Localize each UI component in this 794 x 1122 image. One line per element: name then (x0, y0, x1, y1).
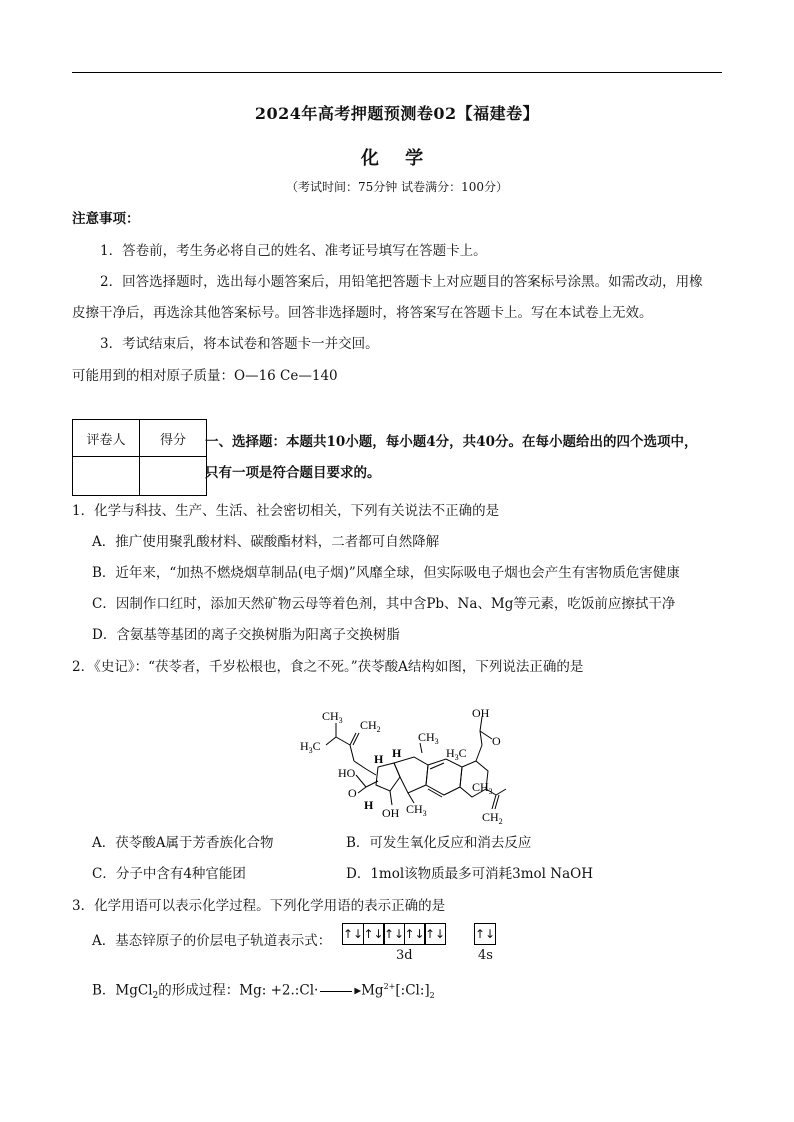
label-h3c-left: $H_3C$ (300, 739, 321, 755)
q3-option-a: A．基态锌原子的价层电子轨道表示式： (92, 933, 332, 949)
label-h-a: H (374, 752, 384, 766)
reviewer-header: 评卷人 (73, 420, 140, 457)
orbital-box-2: ↑↓ (363, 923, 385, 945)
label-h-b: H (364, 798, 374, 812)
q1-stem: 1．化学与科技、生产、生活、社会密切相关，下列有关说法不正确的是 (72, 503, 500, 519)
label-oh-bottom: OH (382, 806, 400, 820)
q3-option-b: B．MgCl$_2$的形成过程：Mg: +2.:Cl· $▸Mg^{2+}[:Cl:]_2$ (92, 982, 435, 1002)
label-h-ring: H (392, 746, 402, 760)
orbital-box-1: ↑↓ (342, 923, 364, 945)
score-cell (140, 457, 207, 496)
q3-stem: 3．化学用语可以表示化学过程。下列化学用语的表示正确的是 (72, 898, 446, 914)
orbital-box-4: ↑↓ (404, 923, 426, 945)
label-3d: 3d (396, 948, 413, 963)
label-o-left: O (348, 786, 357, 800)
orbital-box-5: ↑↓ (424, 923, 446, 945)
orbital-box-4s: ↑↓ (474, 923, 496, 945)
label-ch3-bottom: $CH_3$ (406, 802, 427, 818)
label-h3c-right: $H_3C$ (446, 746, 467, 762)
orbital-4s (474, 923, 495, 945)
subject-title: 化 学 (360, 148, 434, 169)
q1-option-a: A．推广使用聚乳酸材料、碳酸酯材料，二者都可自然降解 (92, 534, 440, 550)
q2-option-a: A．茯苓酸A属于芳香族化合物 (92, 835, 274, 851)
label-ch3-far: $CH_3$ (472, 780, 493, 796)
atomic-mass-note: 可能用到的相对原子质量：O—16 Ce—140 (72, 368, 338, 384)
section-1-heading: 一、选择题：本题共10小题，每小题4分，共40分。在每小题给出的四个选项中， (205, 434, 698, 450)
q1-option-c: C．因制作口红时，添加天然矿物云母等着色剂，其中含Pb、Na、Mg等元素，吃饭前应擦拭干净 (92, 596, 676, 612)
notice-item-1: 1．答卷前，考生务必将自己的姓名、准考证号填写在答题卡上。 (100, 243, 487, 259)
notice-heading: 注意事项： (72, 211, 140, 227)
notice-item-3: 3．考试结束后，将本试卷和答题卡一并交回。 (100, 336, 379, 352)
orbital-3d (342, 923, 445, 945)
section-1-note: 只有一项是符合题目要求的。 (205, 465, 381, 481)
notice-item-2-line-1: 2．回答选择题时，选出每小题答案后，用铅笔把答题卡上对应题目的答案标号涂黑。如需改动，用橡 (100, 274, 703, 290)
q2-option-b: B．可发生氧化反应和消去反应 (346, 835, 532, 851)
reaction-arrow (320, 991, 352, 992)
exam-info: （考试时间：75分钟 试卷满分：100分） (286, 180, 508, 194)
score-header: 得分 (140, 420, 207, 457)
poric-acid-structure (296, 705, 516, 825)
q1-option-d: D．含氨基等基团的离子交换树脂为阳离子交换树脂 (92, 627, 400, 643)
label-oh-top: OH (472, 706, 490, 720)
q2-option-c: C．分子中含有4种官能团 (92, 866, 246, 882)
q2-stem: 2．《史记》：“茯苓者，千岁松根也，食之不死。”茯苓酸A结构如图，下列说法正确的是 (72, 659, 584, 675)
label-ch2-bottom: $CH_2$ (482, 810, 503, 825)
q2-option-d: D．1mol该物质最多可消耗3mol NaOH (346, 866, 593, 882)
orbital-box-3: ↑↓ (383, 923, 405, 945)
reviewer-cell (73, 457, 140, 496)
header-rule (72, 72, 722, 73)
notice-item-2-line-2: 皮擦干净后，再选涂其他答案标号。回答非选择题时，将答案写在答题卡上。写在本试卷上无效。 (72, 305, 653, 321)
label-o-right: O (492, 734, 501, 748)
label-4s: 4s (478, 948, 493, 963)
label-ch3-mid: $CH_3$ (418, 730, 439, 746)
label-ch3-top: $CH_3$ (322, 709, 343, 725)
label-ch2-top: $CH_2$ (360, 718, 381, 734)
score-table (72, 419, 207, 496)
exam-title: 2024年高考押题预测卷02【福建卷】 (254, 104, 540, 123)
q1-option-b: B．近年来，“加热不燃烧烟草制品(电子烟)”风靡全球，但实际吸电子烟也会产生有害物质危害健康 (92, 565, 680, 581)
label-ho-left: HO (338, 766, 356, 780)
